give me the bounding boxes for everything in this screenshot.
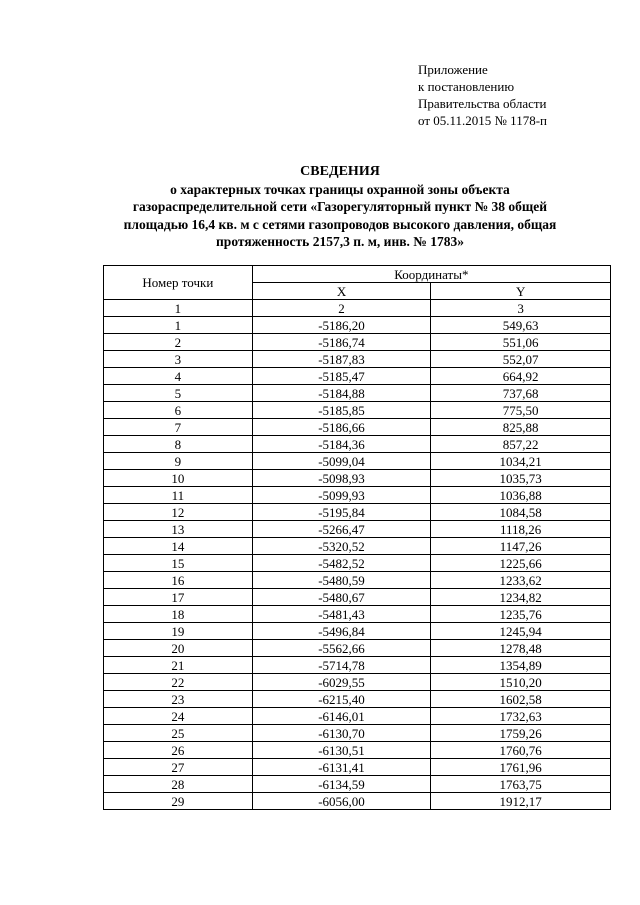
cell-x: -5098,93 <box>252 470 431 487</box>
cell-point-number: 8 <box>104 436 253 453</box>
cell-y: 1118,26 <box>431 521 611 538</box>
cell-y: 551,06 <box>431 334 611 351</box>
table-row <box>104 606 611 623</box>
cell-y: 1235,76 <box>431 606 611 623</box>
cell-y: 1036,88 <box>431 487 611 504</box>
cell-point-number: 27 <box>104 759 253 776</box>
title-line: о характерных точках границы охранной зоны объекта <box>170 181 510 197</box>
document-title <box>100 163 580 251</box>
cell-point-number: 29 <box>104 793 253 810</box>
cell-y: 1761,96 <box>431 759 611 776</box>
table-row <box>104 368 611 385</box>
cell-x: -5480,67 <box>252 589 431 606</box>
cell-y: 1225,66 <box>431 555 611 572</box>
header-y: Y <box>431 283 611 300</box>
header-x: X <box>252 283 431 300</box>
cell-x: -6134,59 <box>252 776 431 793</box>
cell-point-number: 5 <box>104 385 253 402</box>
cell-point-number: 25 <box>104 725 253 742</box>
table-row <box>104 793 611 810</box>
cell-x: -5266,47 <box>252 521 431 538</box>
table-row <box>104 385 611 402</box>
cell-x: -5184,36 <box>252 436 431 453</box>
cell-point-number: 22 <box>104 674 253 691</box>
cell-y: 664,92 <box>431 368 611 385</box>
table-row <box>104 521 611 538</box>
table-row <box>104 487 611 504</box>
cell-y: 1354,89 <box>431 657 611 674</box>
cell-point-number: 3 <box>104 351 253 368</box>
table-row <box>104 691 611 708</box>
cell-x: -6029,55 <box>252 674 431 691</box>
cell-x: -5186,66 <box>252 419 431 436</box>
cell-point-number: 20 <box>104 640 253 657</box>
cell-y: 1732,63 <box>431 708 611 725</box>
cell-x: -5186,20 <box>252 317 431 334</box>
cell-point-number: 18 <box>104 606 253 623</box>
cell-y: 1233,62 <box>431 572 611 589</box>
table-row <box>104 657 611 674</box>
cell-point-number: 15 <box>104 555 253 572</box>
cell-x: -5099,04 <box>252 453 431 470</box>
cell-y: 1759,26 <box>431 725 611 742</box>
table-row <box>104 538 611 555</box>
table-row <box>104 725 611 742</box>
cell-y: 1234,82 <box>431 589 611 606</box>
cell-point-number: 14 <box>104 538 253 555</box>
annex-line: от 05.11.2015 № 1178-п <box>418 113 547 128</box>
cell-y: 1034,21 <box>431 453 611 470</box>
table-row <box>104 419 611 436</box>
table-row <box>104 402 611 419</box>
cell-point-number: 26 <box>104 742 253 759</box>
table-row <box>104 436 611 453</box>
title-line: площадью 16,4 кв. м с сетями газопроводов высокого давления, общая <box>123 216 557 232</box>
cell-x: -5185,85 <box>252 402 431 419</box>
cell-y: 1763,75 <box>431 776 611 793</box>
cell-x: -5185,47 <box>252 368 431 385</box>
cell-point-number: 9 <box>104 453 253 470</box>
table-row <box>104 759 611 776</box>
cell-point-number: 24 <box>104 708 253 725</box>
cell-x: -5195,84 <box>252 504 431 521</box>
cell-point-number: 6 <box>104 402 253 419</box>
table-row <box>104 334 611 351</box>
cell-point-number: 19 <box>104 623 253 640</box>
table-row <box>104 776 611 793</box>
cell-y: 737,68 <box>431 385 611 402</box>
cell-point-number: 10 <box>104 470 253 487</box>
cell-point-number: 28 <box>104 776 253 793</box>
table-row <box>104 470 611 487</box>
cell-x: -5481,43 <box>252 606 431 623</box>
column-number-2: 2 <box>252 300 431 317</box>
cell-x: -6130,51 <box>252 742 431 759</box>
cell-point-number: 17 <box>104 589 253 606</box>
cell-point-number: 21 <box>104 657 253 674</box>
cell-x: -6215,40 <box>252 691 431 708</box>
annex-line: Правительства области <box>418 96 547 111</box>
table-row <box>104 453 611 470</box>
cell-point-number: 4 <box>104 368 253 385</box>
title-line: протяженность 2157,3 п. м, инв. № 1783» <box>216 234 464 249</box>
cell-x: -5320,52 <box>252 538 431 555</box>
table-row <box>104 640 611 657</box>
cell-x: -5714,78 <box>252 657 431 674</box>
table-body <box>104 317 611 810</box>
header-coordinates: Координаты* <box>252 266 610 283</box>
cell-x: -6146,01 <box>252 708 431 725</box>
cell-point-number: 23 <box>104 691 253 708</box>
cell-y: 1084,58 <box>431 504 611 521</box>
column-number-3: 3 <box>431 300 611 317</box>
cell-x: -5186,74 <box>252 334 431 351</box>
table-row <box>104 742 611 759</box>
cell-point-number: 11 <box>104 487 253 504</box>
header-point-number: Номер точки <box>104 266 253 300</box>
annex-line: Приложение <box>418 62 488 77</box>
title-line: газораспределительной сети «Газорегуляторный пункт № 38 общей <box>132 199 548 214</box>
cell-point-number: 16 <box>104 572 253 589</box>
cell-y: 1278,48 <box>431 640 611 657</box>
cell-point-number: 2 <box>104 334 253 351</box>
cell-x: -5480,59 <box>252 572 431 589</box>
cell-y: 1912,17 <box>431 793 611 810</box>
column-number-1: 1 <box>104 300 253 317</box>
table-row <box>104 555 611 572</box>
table-row <box>104 572 611 589</box>
annex-line: к постановлению <box>418 79 515 94</box>
coordinates-table <box>103 265 611 810</box>
cell-y: 1602,58 <box>431 691 611 708</box>
cell-y: 1760,76 <box>431 742 611 759</box>
cell-x: -6131,41 <box>252 759 431 776</box>
cell-y: 1035,73 <box>431 470 611 487</box>
cell-x: -5562,66 <box>252 640 431 657</box>
cell-x: -5496,84 <box>252 623 431 640</box>
cell-y: 549,63 <box>431 317 611 334</box>
table-row <box>104 674 611 691</box>
table-row <box>104 708 611 725</box>
cell-y: 1510,20 <box>431 674 611 691</box>
cell-point-number: 7 <box>104 419 253 436</box>
cell-y: 1147,26 <box>431 538 611 555</box>
table-row <box>104 351 611 368</box>
cell-x: -5099,93 <box>252 487 431 504</box>
cell-x: -5482,52 <box>252 555 431 572</box>
cell-x: -5187,83 <box>252 351 431 368</box>
title-heading: СВЕДЕНИЯ <box>300 164 380 179</box>
cell-y: 857,22 <box>431 436 611 453</box>
cell-point-number: 12 <box>104 504 253 521</box>
table-row <box>104 317 611 334</box>
cell-y: 552,07 <box>431 351 611 368</box>
cell-y: 775,50 <box>431 402 611 419</box>
cell-y: 1245,94 <box>431 623 611 640</box>
annex-block <box>418 61 547 129</box>
cell-x: -6056,00 <box>252 793 431 810</box>
table-row <box>104 589 611 606</box>
table-row <box>104 623 611 640</box>
cell-point-number: 1 <box>104 317 253 334</box>
table-row <box>104 504 611 521</box>
cell-point-number: 13 <box>104 521 253 538</box>
cell-y: 825,88 <box>431 419 611 436</box>
cell-x: -5184,88 <box>252 385 431 402</box>
cell-x: -6130,70 <box>252 725 431 742</box>
